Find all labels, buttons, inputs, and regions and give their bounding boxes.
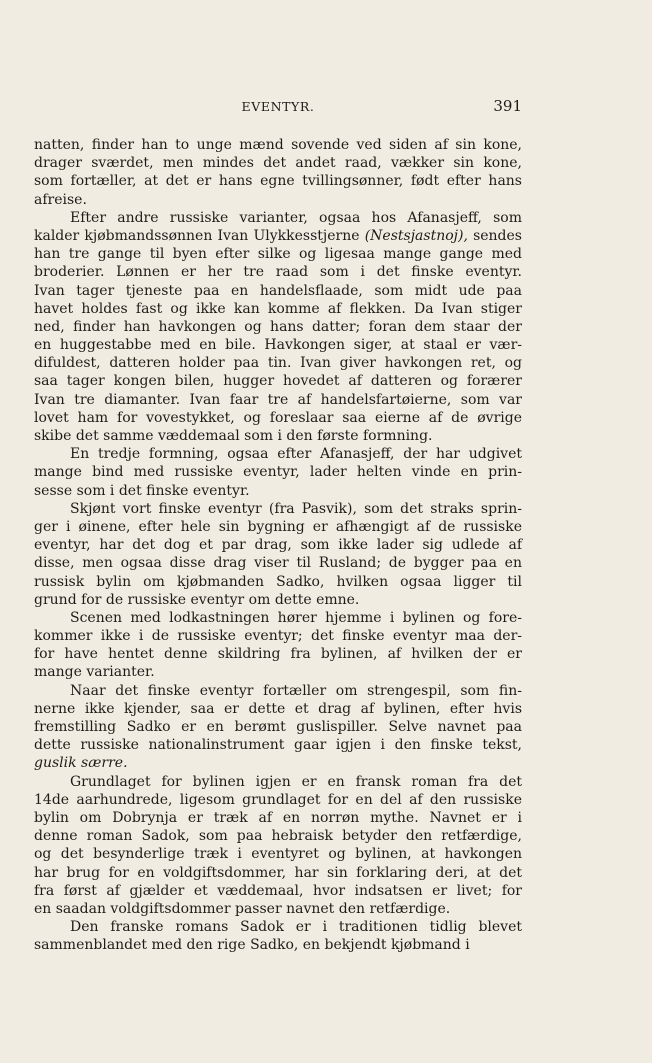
running-title: EVENTYR. [241,99,315,114]
text-line [34,500,522,518]
text-line-content: lovet ham for vovestykket, og foreslaar saa eierne af de øvrige [34,409,522,426]
italic-term: (Nestsjastnoj), [364,227,468,244]
text-line-content: fra først af gjælder et væddemaal, hvor indsatsen er livet; for [34,882,522,899]
text-line [34,900,522,918]
text-line [34,282,522,300]
text-line [34,136,522,154]
text-line-content: han tre gange til byen efter silke og ligesaa mange gange med [34,246,522,263]
text-line-content: sesse som i det finske eventyr. [34,482,250,499]
text-line-content: Den franske romans Sadok er i traditionen tidlig blevet [70,919,522,936]
text-line-content: afreise. [34,191,87,208]
text-line [34,154,522,172]
text-line [34,391,522,409]
page-number: 391 [493,97,522,115]
text-line-content: og det besynderlige træk i eventyret og bylinen, at havkongen [34,846,522,863]
text-line-content: drager sværdet, men mindes det andet raad, vækker sin kone, [34,155,522,172]
text-line-content: difuldest, datteren holder paa tin. Ivan giver havkongen ret, og [34,355,522,372]
text-line-content: ger i øinene, efter hele sin bygning er afhængigt af de russiske [34,518,522,535]
text-line [34,718,522,736]
text-line [34,736,522,754]
text-line-content: dette russiske nationalinstrument gaar igjen i den finske tekst, [34,737,522,754]
text-line-content: Ivan tre diamanter. Ivan faar tre af handelsfartøierne, som var [34,391,522,408]
text-line-content: eventyr, har det dog et par drag, som ikke lader sig udlede af [34,537,522,554]
text-line [34,627,522,645]
text-line-content: kommer ikke i de russiske eventyr; det finske eventyr maa der- [34,628,522,645]
text-line [34,463,522,481]
text-line-tail: sendes [467,227,522,244]
text-line [34,445,522,463]
text-line [34,700,522,718]
text-line [34,354,522,372]
text-line-content: En tredje formning, ogsaa efter Afanasjeff, der har udgivet [70,446,522,463]
text-line [34,882,522,900]
text-line-content: Skjønt vort finske eventyr (fra Pasvik), som det straks sprin- [70,500,522,517]
body-text [34,136,522,954]
text-line [34,518,522,536]
text-line [34,336,522,354]
text-line [34,682,522,700]
text-line-content: havet holdes fast og ikke kan komme af flekken. Da Ivan stiger [34,300,522,317]
text-line [34,263,522,281]
text-line [34,773,522,791]
text-line [34,663,522,681]
text-line [34,609,522,627]
text-line [34,227,522,245]
text-line-content: Grundlaget for bylinen igjen er en fransk roman fra det [70,773,522,790]
text-line [34,554,522,572]
text-line [34,845,522,863]
text-line-content: natten, finder han to unge mænd sovende ved siden af sin kone, [34,137,522,153]
text-line-content: har brug for en voldgiftsdommer, har sin forklaring deri, at det [34,864,522,881]
text-line-content: for have hentet denne skildring fra bylinen, af hvilken der er [34,646,522,663]
text-line [34,172,522,190]
text-line-content: en huggestabbe med en bile. Havkongen siger, at staal er vær- [34,337,522,354]
text-line [34,591,522,609]
text-line-content: kalder kjøbmandssønnen Ivan Ulykkesstjerne [34,227,365,244]
text-line [34,573,522,591]
text-line-content: som fortæller, at det er hans egne tvillingsønner, født efter hans [34,173,522,190]
text-line-content: grund for de russiske eventyr om dette emne. [34,591,360,608]
text-line-content: Naar det finske eventyr fortæller om strengespil, som fin- [70,682,522,699]
text-line-content: Efter andre russiske varianter, ogsaa hos Afanasjeff, som [70,209,522,226]
text-line-content: disse, men ogsaa disse drag viser til Rusland; de bygger paa en [34,555,522,572]
text-line [34,827,522,845]
text-line [34,536,522,554]
text-line [34,809,522,827]
text-line [34,482,522,500]
text-line [34,754,522,772]
text-line [34,372,522,390]
text-line-content: sammenblandet med den rige Sadko, en bekjendt kjøbmand i [34,937,470,954]
page-header [34,99,522,119]
text-line-content: denne roman Sadok, som paa hebraisk betyder den retfærdige, [34,828,522,845]
text-line [34,791,522,809]
text-line-content: Scenen med lodkastningen hører hjemme i bylinen og fore- [70,609,522,626]
text-line [34,864,522,882]
text-line-content: ned, finder han havkongen og hans datter; foran dem staar der [34,318,522,335]
text-line-content: bylin om Dobrynja er træk af en norrøn mythe. Navnet er i [34,809,522,826]
text-line-content: saa tager kongen bilen, hugger hovedet af datteren og forærer [34,373,522,390]
text-line [34,318,522,336]
text-line-content: fremstilling Sadko er en berømt guslispiller. Selve navnet paa [34,719,522,735]
italic-term: guslik særre. [34,755,128,772]
text-line [34,300,522,318]
text-line-content: skibe det samme væddemaal som i den første formning. [34,428,433,444]
text-line [34,427,522,445]
text-line-content: Ivan tager tjeneste paa en handelsflaade, som midt ude paa [34,282,522,299]
text-line-content: en saadan voldgiftsdommer passer navnet den retfærdige. [34,900,451,917]
text-line [34,191,522,209]
text-line-content: mange bind med russiske eventyr, lader helten vinde en prin- [34,464,522,481]
text-line-content: russisk bylin om kjøbmanden Sadko, hvilken ogsaa ligger til [34,573,522,590]
text-line-content: nerne ikke kjender, saa er dette et drag af bylinen, efter hvis [34,700,522,717]
text-line-content: 14de aarhundrede, ligesom grundlaget for en del af den russiske [34,791,522,808]
text-line-content: mange varianter. [34,664,155,681]
text-line [34,245,522,263]
text-line [34,936,522,954]
text-line [34,645,522,663]
text-line [34,209,522,227]
text-line [34,409,522,427]
text-line [34,918,522,936]
text-line-content: broderier. Lønnen er her tre raad som i det finske eventyr. [34,264,522,281]
